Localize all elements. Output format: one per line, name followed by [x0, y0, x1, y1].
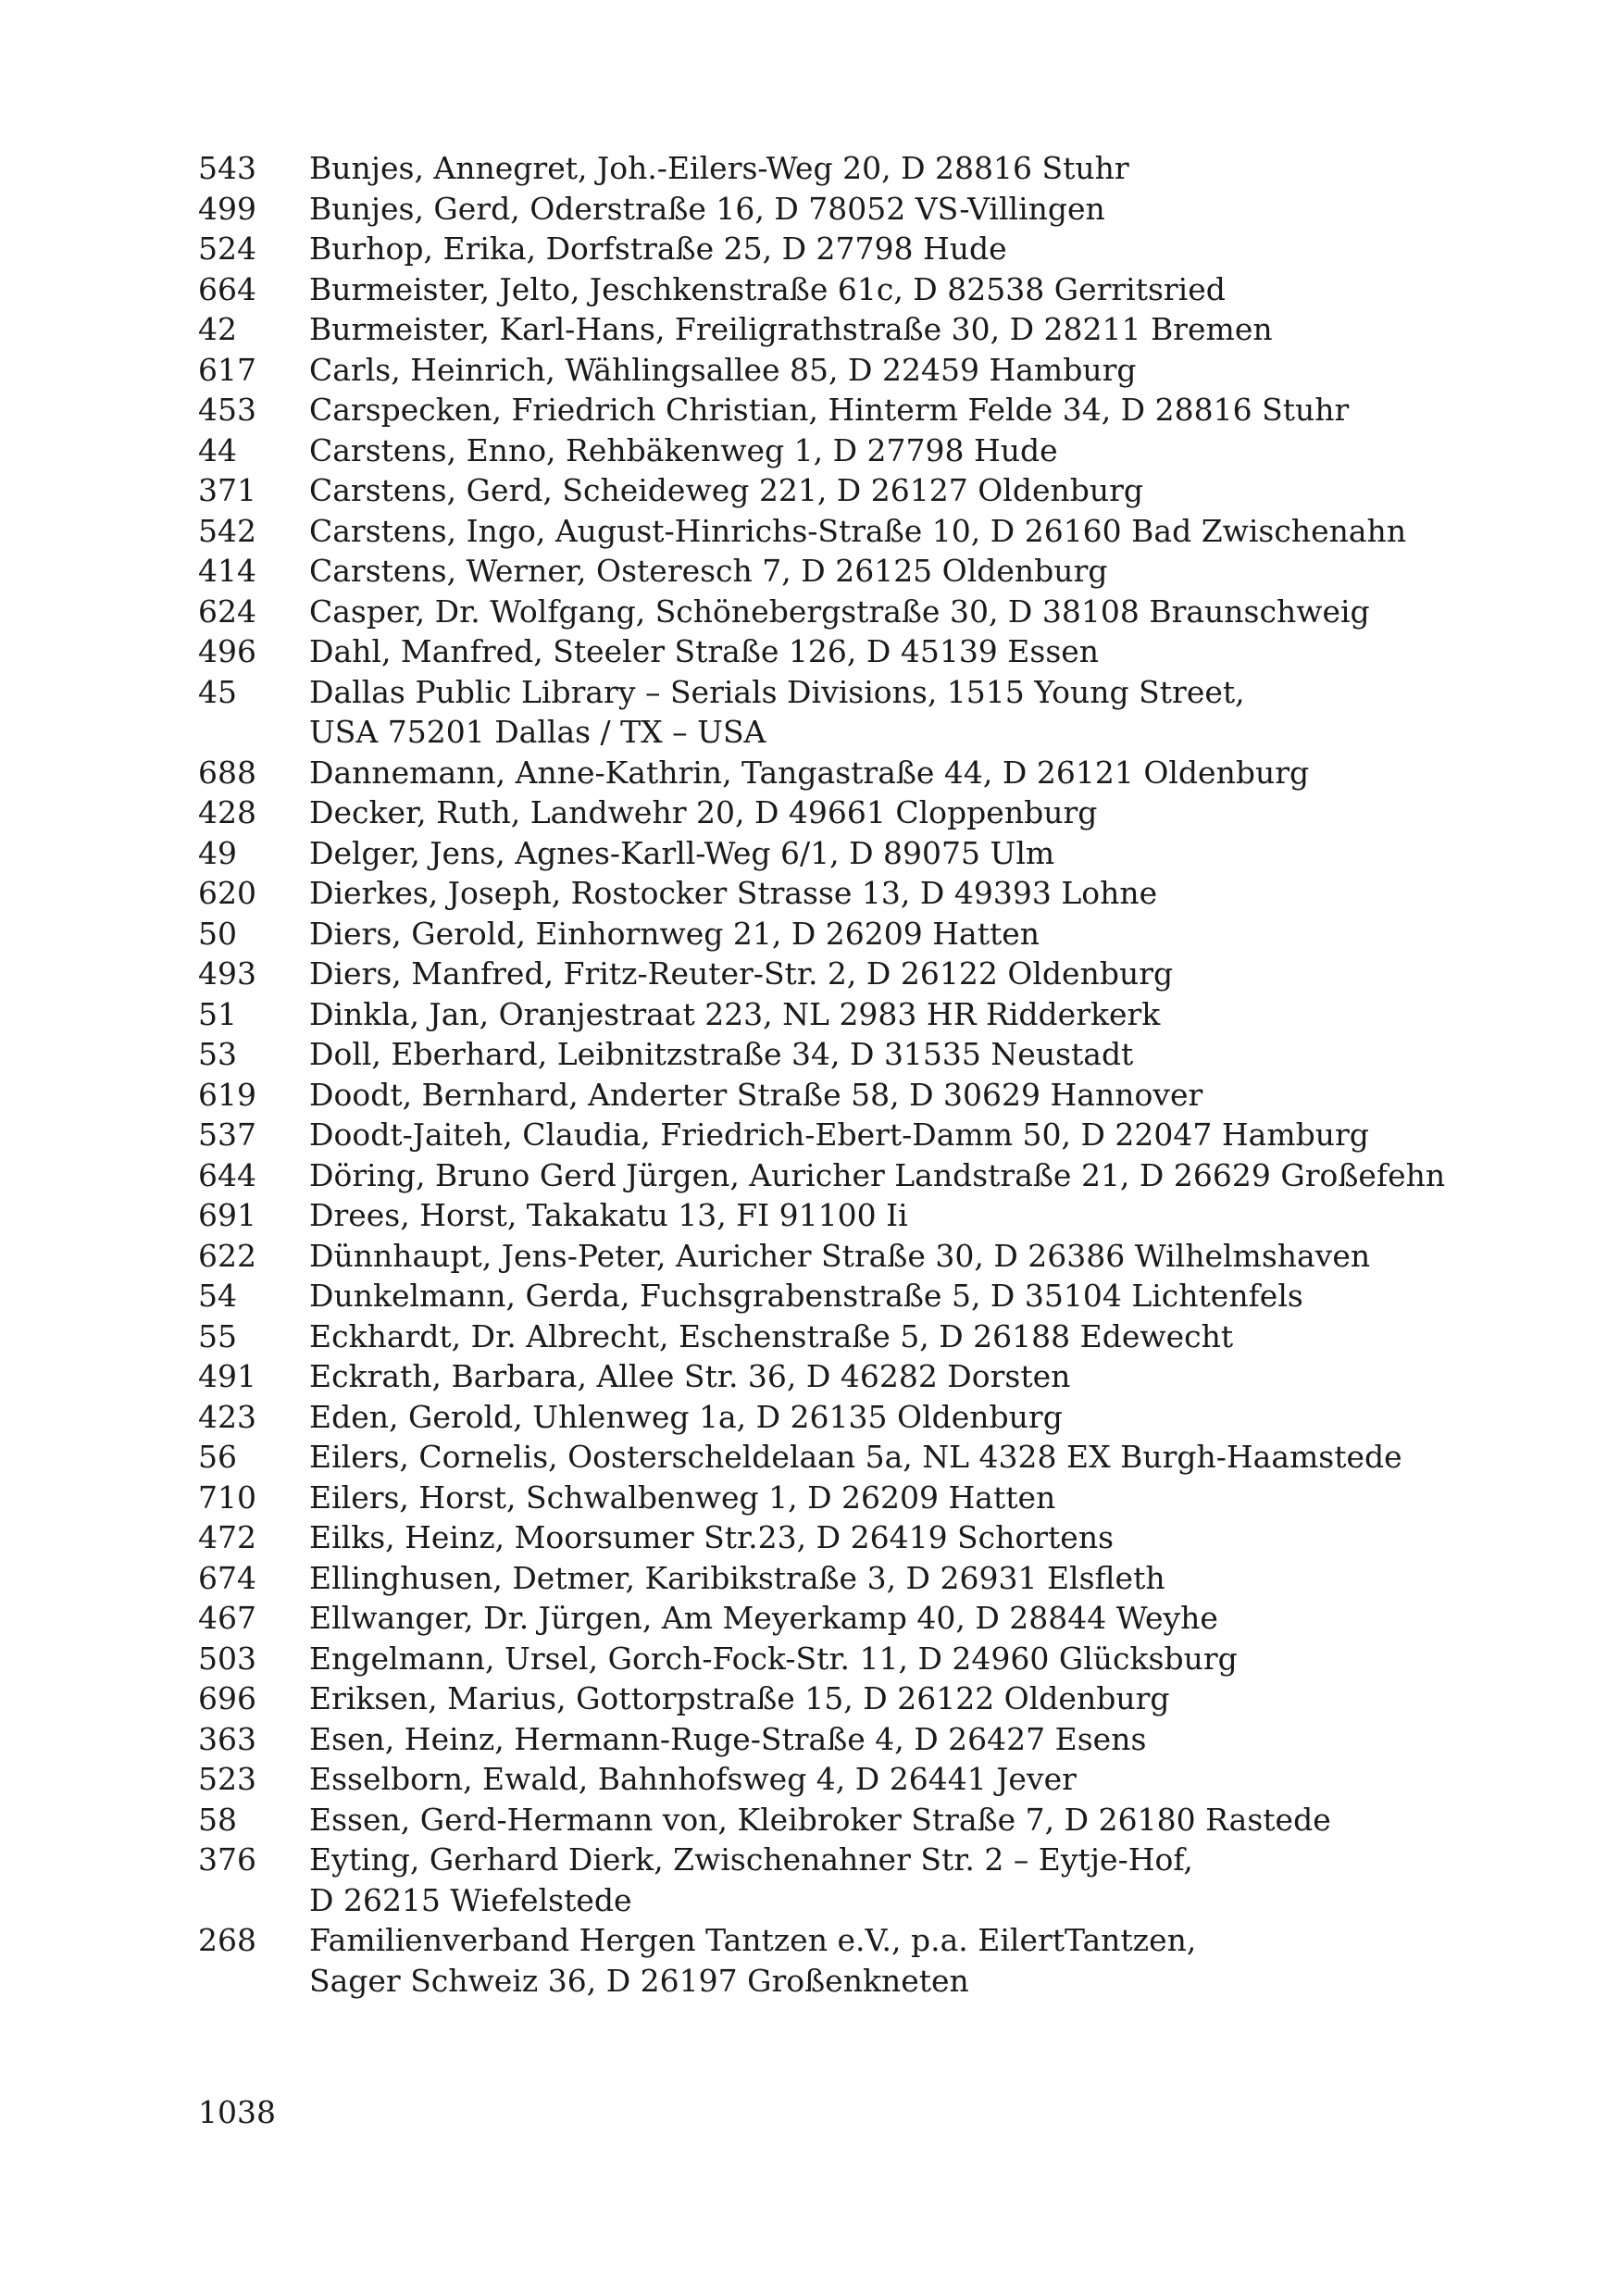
- entry-text: Diers, Gerold, Einhornweg 21, D 26209 Hatten: [309, 915, 1040, 952]
- entry-number: 44: [198, 431, 237, 468]
- list-item: [198, 994, 1494, 1035]
- list-item: [198, 1517, 1494, 1558]
- list-item: [198, 1719, 1494, 1760]
- list-item: [198, 269, 1494, 310]
- entry-number: 363: [198, 1720, 256, 1757]
- entry-number: 414: [198, 553, 256, 589]
- entry-text: Dannemann, Anne-Kathrin, Tangastraße 44, D 26121 Oldenburg: [309, 754, 1310, 791]
- list-item: [198, 1356, 1494, 1397]
- entry-text: Engelmann, Ursel, Gorch-Fock-Str. 11, D 24960 Glücksburg: [309, 1640, 1238, 1677]
- entry-text: D 26215 Wiefelstede: [309, 1881, 632, 1918]
- list-item: [198, 1639, 1494, 1679]
- entry-text: Burhop, Erika, Dorfstraße 25, D 27798 Hude: [309, 231, 1007, 267]
- list-item: [198, 1598, 1494, 1639]
- entry-number: 53: [198, 1036, 237, 1072]
- entry-number: 622: [198, 1237, 256, 1274]
- entry-number: 620: [198, 875, 256, 911]
- entry-text: Esen, Heinz, Hermann-Ruge-Straße 4, D 26427 Esens: [309, 1720, 1147, 1757]
- entry-number: 523: [198, 1761, 256, 1797]
- list-item: [198, 1759, 1494, 1800]
- list-item: [198, 672, 1494, 753]
- entry-number: 54: [198, 1278, 237, 1314]
- page-number: 1038: [198, 2094, 276, 2130]
- entry-number: 543: [198, 150, 256, 186]
- entry-text: Drees, Horst, Takakatu 13, FI 91100 Ii: [309, 1197, 908, 1233]
- list-item: [198, 309, 1494, 350]
- entry-text: USA 75201 Dallas / TX – USA: [309, 714, 766, 750]
- list-item: [198, 430, 1494, 471]
- list-item: [198, 1034, 1494, 1075]
- entry-number: 493: [198, 955, 256, 992]
- entry-text: Eilers, Horst, Schwalbenweg 1, D 26209 Hatten: [309, 1479, 1056, 1516]
- entry-number: 542: [198, 512, 256, 549]
- entry-text: Dinkla, Jan, Oranjestraat 223, NL 2983 HR Ridderkerk: [309, 995, 1161, 1032]
- list-item: [198, 1478, 1494, 1518]
- entry-text: Doodt, Bernhard, Anderter Straße 58, D 30629 Hannover: [309, 1076, 1203, 1113]
- entry-number: 423: [198, 1398, 256, 1435]
- list-item: [198, 753, 1494, 793]
- member-list: [198, 148, 1494, 2001]
- entry-number: 42: [198, 311, 237, 347]
- entry-number: 617: [198, 351, 256, 388]
- entry-number: 58: [198, 1801, 237, 1838]
- entry-text: Döring, Bruno Gerd Jürgen, Auricher Landstraße 21, D 26629 Großefehn: [309, 1156, 1446, 1193]
- entry-text: Eriksen, Marius, Gottorpstraße 15, D 26122 Oldenburg: [309, 1680, 1170, 1716]
- entry-text: Essen, Gerd-Hermann von, Kleibroker Straße 7, D 26180 Rastede: [309, 1801, 1331, 1838]
- entry-number: 55: [198, 1317, 237, 1354]
- entry-number: 619: [198, 1076, 256, 1113]
- entry-text: Diers, Manfred, Fritz-Reuter-Str. 2, D 26122 Oldenburg: [309, 955, 1174, 992]
- entry-text: Carls, Heinrich, Wählingsallee 85, D 22459 Hamburg: [309, 351, 1137, 388]
- entry-text: Eilks, Heinz, Moorsumer Str.23, D 26419 Schortens: [309, 1519, 1115, 1555]
- entry-number: 503: [198, 1640, 256, 1677]
- entry-text: Dierkes, Joseph, Rostocker Strasse 13, D 49393 Lohne: [309, 875, 1158, 911]
- entry-number: 537: [198, 1117, 256, 1153]
- entry-number: 472: [198, 1519, 256, 1555]
- list-item: [198, 390, 1494, 430]
- entry-text: Doodt-Jaiteh, Claudia, Friedrich-Ebert-Damm 50, D 22047 Hamburg: [309, 1117, 1369, 1153]
- entry-number: 496: [198, 633, 256, 669]
- entry-text: Familienverband Hergen Tantzen e.V., p.a. EilertTantzen,: [309, 1922, 1197, 1958]
- list-item: [198, 148, 1494, 189]
- list-item: [198, 1920, 1494, 2001]
- list-item: [198, 1195, 1494, 1236]
- entry-number: 371: [198, 472, 256, 508]
- list-item: [198, 1075, 1494, 1116]
- entry-number: 691: [198, 1197, 256, 1233]
- entry-text: Eden, Gerold, Uhlenweg 1a, D 26135 Oldenburg: [309, 1398, 1063, 1435]
- list-item: [198, 592, 1494, 632]
- entry-number: 524: [198, 231, 256, 267]
- entry-number: 644: [198, 1156, 256, 1193]
- entry-text: Carspecken, Friedrich Christian, Hinterm Felde 34, D 28816 Stuhr: [309, 392, 1350, 428]
- entry-text: Doll, Eberhard, Leibnitzstraße 34, D 31535 Neustadt: [309, 1036, 1134, 1072]
- entry-number: 688: [198, 754, 256, 791]
- entry-number: 491: [198, 1358, 256, 1394]
- entry-text: Carstens, Enno, Rehbäkenweg 1, D 27798 Hude: [309, 431, 1058, 468]
- list-item: [198, 1558, 1494, 1599]
- list-item: [198, 833, 1494, 874]
- entry-number: 453: [198, 392, 256, 428]
- entry-text: Eckrath, Barbara, Allee Str. 36, D 46282 Dorsten: [309, 1358, 1071, 1394]
- entry-text: Delger, Jens, Agnes-Karll-Weg 6/1, D 89075 Ulm: [309, 834, 1055, 871]
- entry-text: Carstens, Werner, Osteresch 7, D 26125 Oldenburg: [309, 553, 1108, 589]
- entry-number: 50: [198, 915, 237, 952]
- entry-number: 376: [198, 1841, 256, 1878]
- list-item: [198, 1155, 1494, 1196]
- entry-number: 428: [198, 794, 256, 830]
- entry-text: Eckhardt, Dr. Albrecht, Eschenstraße 5, D 26188 Edewecht: [309, 1317, 1234, 1354]
- entry-text: Carstens, Gerd, Scheideweg 221, D 26127 Oldenburg: [309, 472, 1144, 508]
- entry-text: Dallas Public Library – Serials Divisions, 1515 Young Street,: [309, 673, 1245, 710]
- entry-number: 710: [198, 1479, 256, 1516]
- list-item: [198, 1800, 1494, 1841]
- entry-text: Dünnhaupt, Jens-Peter, Auricher Straße 30, D 26386 Wilhelmshaven: [309, 1237, 1371, 1274]
- entry-text: Eyting, Gerhard Dierk, Zwischenahner Str. 2 – Eytje-Hof,: [309, 1841, 1193, 1878]
- list-item: [198, 631, 1494, 672]
- entry-text: Sager Schweiz 36, D 26197 Großenkneten: [309, 1962, 969, 1999]
- entry-text: Ellinghusen, Detmer, Karibikstraße 3, D 26931 Elsfleth: [309, 1559, 1165, 1596]
- entry-number: 664: [198, 270, 256, 307]
- entry-text: Bunjes, Gerd, Oderstraße 16, D 78052 VS-Villingen: [309, 190, 1105, 227]
- entry-number: 624: [198, 593, 256, 630]
- list-item: [198, 470, 1494, 511]
- list-item: [198, 1236, 1494, 1277]
- list-item: [198, 229, 1494, 269]
- list-item: [198, 1840, 1494, 1920]
- entry-number: 268: [198, 1922, 256, 1958]
- entry-number: 696: [198, 1680, 256, 1716]
- entry-text: Decker, Ruth, Landwehr 20, D 49661 Cloppenburg: [309, 794, 1098, 830]
- entry-number: 499: [198, 190, 256, 227]
- list-item: [198, 873, 1494, 914]
- entry-number: 674: [198, 1559, 256, 1596]
- list-item: [198, 792, 1494, 833]
- list-item: [198, 1678, 1494, 1719]
- entry-text: Burmeister, Jelto, Jeschkenstraße 61c, D 82538 Gerritsried: [309, 270, 1226, 307]
- list-item: [198, 1397, 1494, 1438]
- entry-number: 45: [198, 673, 237, 710]
- entry-text: Bunjes, Annegret, Joh.-Eilers-Weg 20, D 28816 Stuhr: [309, 150, 1129, 186]
- entry-text: Casper, Dr. Wolfgang, Schönebergstraße 30, D 38108 Braunschweig: [309, 593, 1370, 630]
- list-item: [198, 1115, 1494, 1155]
- list-item: [198, 1316, 1494, 1357]
- entry-text: Dahl, Manfred, Steeler Straße 126, D 45139 Essen: [309, 633, 1100, 669]
- entry-text: Eilers, Cornelis, Oosterscheldelaan 5a, NL 4328 EX Burgh-Haamstede: [309, 1439, 1402, 1475]
- entry-number: 51: [198, 995, 237, 1032]
- entry-number: 49: [198, 834, 237, 871]
- list-item: [198, 1276, 1494, 1316]
- entry-number: 467: [198, 1600, 256, 1636]
- entry-text: Esselborn, Ewald, Bahnhofsweg 4, D 26441 Jever: [309, 1761, 1077, 1797]
- list-item: [198, 189, 1494, 230]
- list-item: [198, 350, 1494, 391]
- list-item: [198, 914, 1494, 955]
- list-item: [198, 1437, 1494, 1478]
- entry-text: Carstens, Ingo, August-Hinrichs-Straße 10, D 26160 Bad Zwischenahn: [309, 512, 1407, 549]
- entry-text: Dunkelmann, Gerda, Fuchsgrabenstraße 5, D 35104 Lichtenfels: [309, 1278, 1303, 1314]
- entry-text: Burmeister, Karl-Hans, Freiligrathstraße 30, D 28211 Bremen: [309, 311, 1273, 347]
- list-item: [198, 551, 1494, 592]
- list-item: [198, 954, 1494, 994]
- entry-text: Ellwanger, Dr. Jürgen, Am Meyerkamp 40, D 28844 Weyhe: [309, 1600, 1218, 1636]
- list-item: [198, 511, 1494, 552]
- entry-number: 56: [198, 1439, 237, 1475]
